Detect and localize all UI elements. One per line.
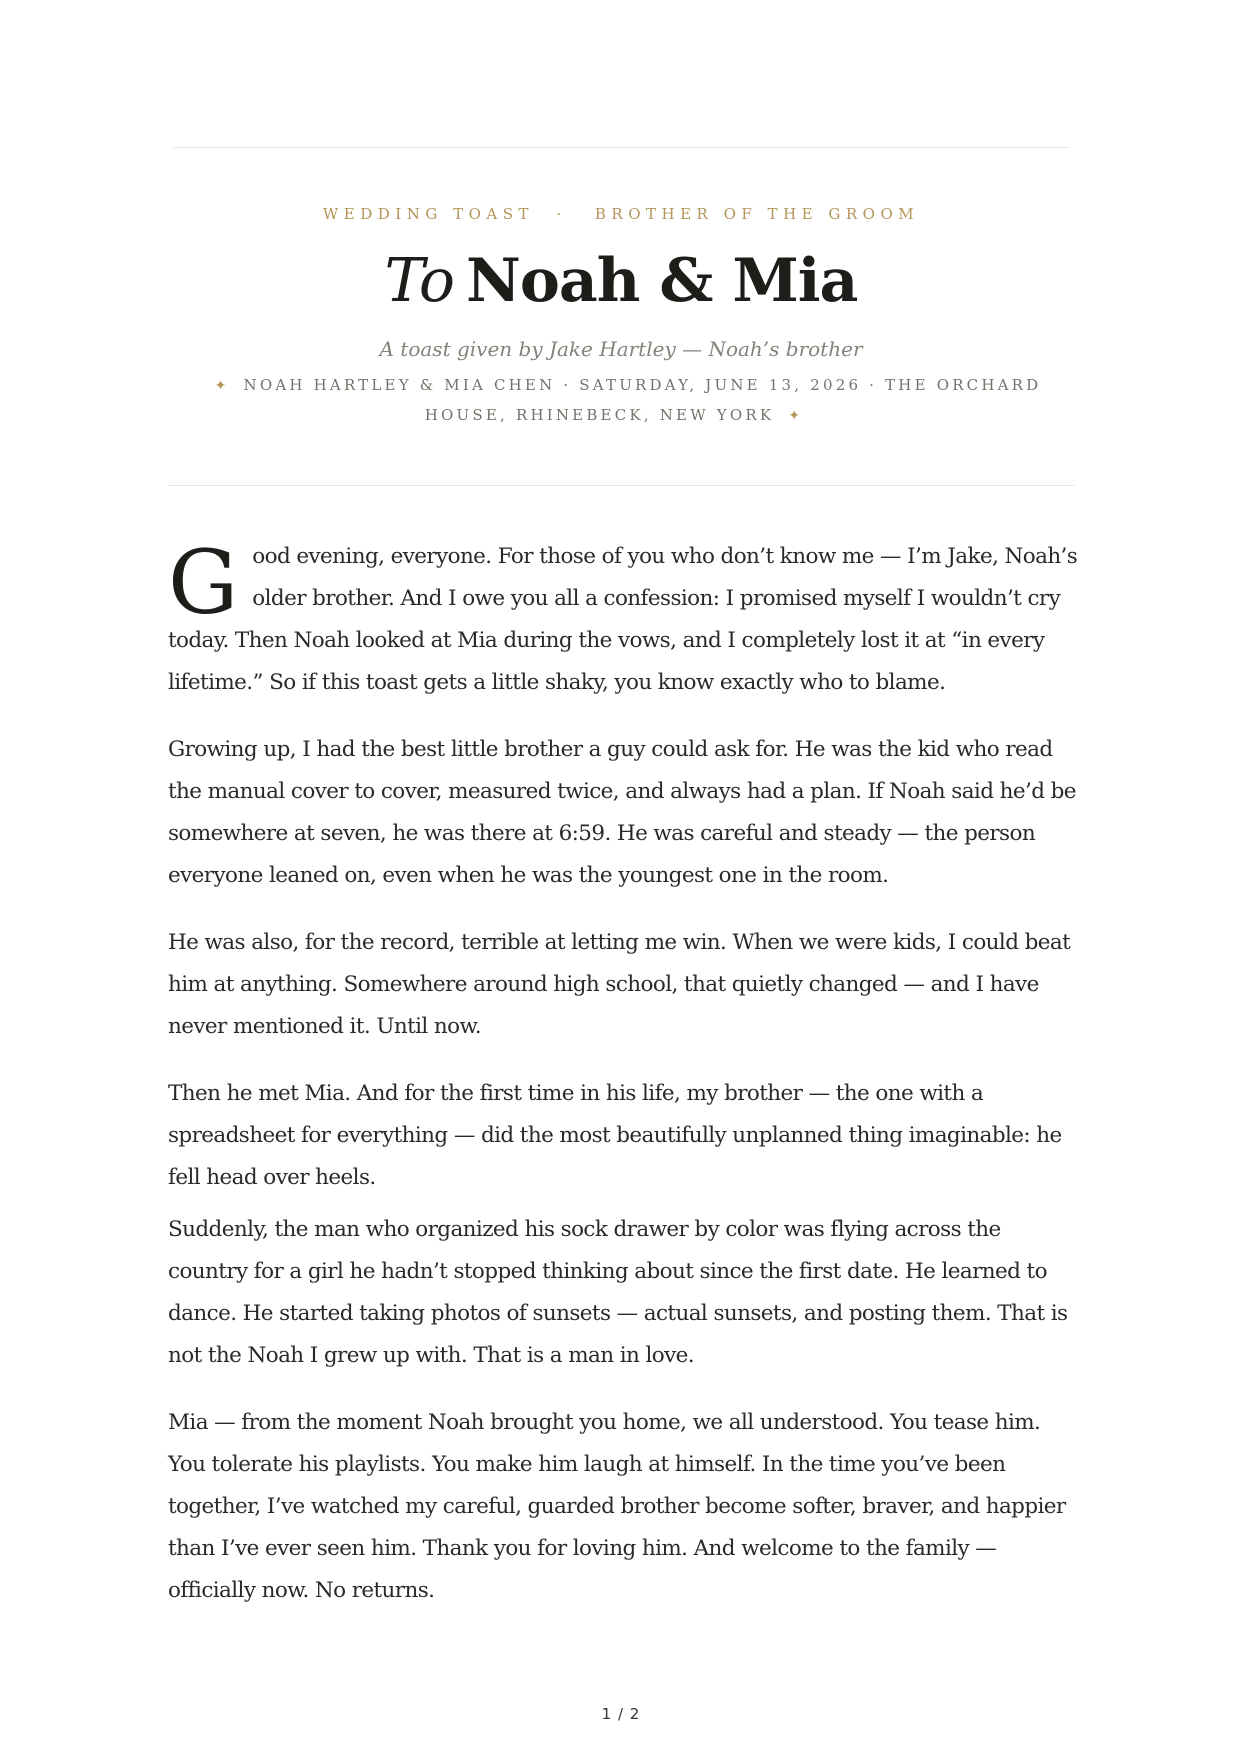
eyebrow-line xyxy=(168,200,1074,228)
star-ornament-icon: ✦ xyxy=(788,408,804,424)
paragraph-welcome-mia: Mia — from the moment Noah brought you home, we all understood. You tease him. You tolerate his playlists. You make him laugh at himself. In the time you’ve been together, I’ve watched my careful, guarded brother become softer, braver, and happier than I’ve ever seen him. Thank you for loving him. And welcome to the family — officially now. No returns. xyxy=(168,1410,1066,1603)
title-couple: Noah & Mia xyxy=(466,246,858,316)
page-number: 1 / 2 xyxy=(601,1705,641,1723)
eyebrow-separator: · xyxy=(556,205,567,223)
eyebrow-occasion: WEDDING TOAST xyxy=(322,205,535,223)
paragraph-opening xyxy=(168,531,1078,704)
subtitle: A toast given by Jake Hartley — Noah’s brother xyxy=(379,337,863,361)
paragraph-letting-me-win: He was also, for the record, terrible at letting me win. When we were kids, I could beat him at anything. Somewhere around high school, that quietly changed — and I have never mentioned it. Until now. xyxy=(168,930,1071,1039)
event-details-text: NOAH HARTLEY & MIA CHEN · SATURDAY, JUNE 13, 2026 · THE ORCHARD HOUSE, RHINEBECK, NEW YORK xyxy=(243,376,1042,424)
drop-cap: G xyxy=(168,531,239,634)
paragraph-text: ood evening, everyone. For those of you who don’t know me — I’m Jake, Noah’s older brother. And I owe you all a confession: I promised myself I wouldn’t cry today. Then Noah looked at Mia during the vows, and I completely lost it at “in every lifetime.” So if this toast gets a little shaky, you know exactly who to blame. xyxy=(168,544,1078,695)
star-ornament-icon: ✦ xyxy=(214,378,230,394)
toast-header xyxy=(168,200,1074,431)
page-title xyxy=(168,245,1074,317)
title-prefix: To xyxy=(384,246,455,316)
paragraph-man-in-love: Suddenly, the man who organized his sock drawer by color was flying across the country for a girl he hadn’t stopped thinking about since the first date. He learned to dance. He started taking photos of sunsets — actual sunsets, and posting them. That is not the Noah I grew up with. That is a man in love. xyxy=(168,1217,1068,1368)
eyebrow-role: BROTHER OF THE GROOM xyxy=(594,205,920,223)
header-divider xyxy=(168,485,1074,486)
event-details xyxy=(181,371,1061,431)
toast-body xyxy=(168,531,1078,1637)
paragraph-growing-up: Growing up, I had the best little brother a guy could ask for. He was the kid who read the manual cover to cover, measured twice, and always had a plan. If Noah said he’d be somewhere at seven, he was there at 6:59. He was careful and steady — the person everyone leaned on, even when he was the youngest one in the room. xyxy=(168,737,1076,888)
paragraph-met-mia: Then he met Mia. And for the first time in his life, my brother — the one with a spreadsheet for everything — did the most beautifully unplanned thing imaginable: he fell head over heels. xyxy=(168,1081,1062,1190)
top-divider xyxy=(173,147,1069,148)
